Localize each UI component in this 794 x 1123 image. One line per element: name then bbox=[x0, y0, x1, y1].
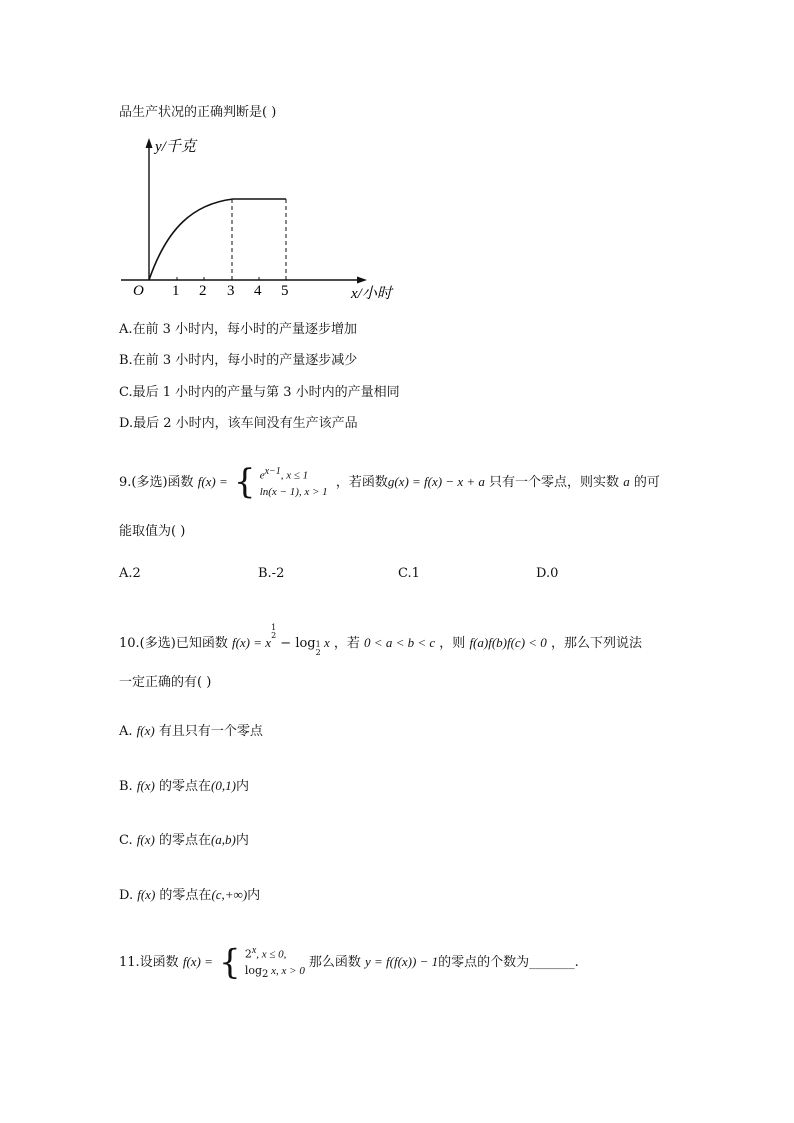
x-tick-3: 3 bbox=[227, 283, 235, 299]
q9-suffix: 只有一个零点，则实数 bbox=[489, 475, 620, 490]
y-axis-label: y/千克 bbox=[155, 139, 196, 155]
q8-option-d: D.最后 2 小时内，该车间没有生产该产品 bbox=[119, 416, 358, 431]
q9-option-b: B.-2 bbox=[258, 566, 285, 581]
q9-case1-cond: , x ≤ 1 bbox=[280, 469, 309, 482]
q11-piecewise: { 2$^x$, x ≤ 0, $\log_2 x$, x > 0 bbox=[219, 942, 305, 983]
q9-piecewise: { $e^{x-1}$, x ≤ 1 ln(x − 1), x > 1 bbox=[233, 462, 328, 503]
q9-line-2: 能取值为( ) bbox=[119, 524, 186, 539]
q9-a: a bbox=[623, 474, 630, 489]
q9-end: 的可 bbox=[633, 475, 660, 490]
q10-log-base: 1 2 bbox=[315, 640, 321, 657]
q11-yx: y = f(f(x)) − 1 bbox=[364, 953, 439, 969]
question-intro-line: 品生产状况的正确判断是( ) bbox=[119, 105, 277, 120]
q10-prod: f(a)f(b)f(c) < 0 bbox=[469, 635, 547, 650]
q11-answer-blank[interactable]: _______ bbox=[529, 954, 575, 970]
q11-mid: 那么函数 bbox=[308, 954, 361, 970]
q11-fx: f(x) = bbox=[182, 953, 213, 969]
q10-mid2: ，则 bbox=[439, 636, 466, 651]
q10-log-arg: x bbox=[320, 635, 330, 650]
production-curve bbox=[149, 199, 233, 280]
q10-exponent: 1 2 bbox=[271, 623, 277, 640]
q10-option-c: C. f(x) 的零点在(a,b)内 bbox=[119, 832, 249, 848]
q8-option-c: C.最后 1 小时内的产量与第 3 小时内的产量相同 bbox=[119, 385, 400, 400]
q9-line-1 bbox=[119, 464, 660, 501]
q11-line: 11.设函数 f(x) = { 2$^x$, x ≤ 0, $\log_2 x$, x > 0那么函数 y = f(f(x)) − 1的零点的个数为_______. bbox=[119, 942, 579, 983]
q10-line-2: 一定正确的有( ) bbox=[119, 675, 212, 690]
q10-option-d: D. f(x) 的零点在(c,+∞)内 bbox=[119, 887, 261, 903]
q10-minus-log: − log bbox=[276, 636, 316, 651]
q9-case1-exp: x−1 bbox=[264, 466, 281, 478]
q8-option-b: B.在前 3 小时内，每小时的产量逐步减少 bbox=[119, 353, 358, 368]
q9-option-d: D.0 bbox=[536, 566, 559, 581]
q8-option-a: A.在前 3 小时内，每小时的产量逐步增加 bbox=[119, 322, 358, 337]
q9-case2: ln(x − 1), x > 1 bbox=[259, 485, 328, 498]
x-tick-1: 1 bbox=[172, 283, 180, 299]
q11-suffix: 的零点的个数为 bbox=[438, 954, 530, 970]
q9-prefix: 9.(多选)函数 bbox=[119, 475, 194, 490]
q9-option-a: A.2 bbox=[119, 566, 141, 581]
q11-prefix: 11.设函数 bbox=[119, 954, 179, 970]
q9-gx: g(x) = f(x) − x + a bbox=[387, 474, 485, 489]
production-graph bbox=[115, 132, 415, 307]
q10-fx: f(x) = x bbox=[231, 635, 272, 650]
origin-label: O bbox=[133, 283, 144, 299]
q10-mid: ，若 bbox=[333, 636, 360, 651]
q10-option-a: A. f(x) 有且只有一个零点 bbox=[119, 723, 263, 739]
q10-option-b: B. f(x) 的零点在(0,1)内 bbox=[119, 778, 249, 794]
q9-fx: f(x) = bbox=[197, 474, 228, 489]
x-tick-5: 5 bbox=[281, 283, 289, 299]
q9-mid: ，若函数 bbox=[335, 475, 388, 490]
x-tick-2: 2 bbox=[199, 283, 207, 299]
q9-case1-base: e bbox=[259, 469, 265, 482]
x-axis-label: x/小时 bbox=[351, 286, 392, 302]
q10-line-1 bbox=[119, 624, 642, 657]
x-tick-4: 4 bbox=[254, 283, 262, 299]
q10-prefix: 10.(多选)已知函数 bbox=[119, 636, 228, 651]
q9-option-c: C.1 bbox=[398, 566, 420, 581]
q10-cond: 0 < a < b < c bbox=[364, 635, 436, 650]
q10-suffix: ，那么下列说法 bbox=[550, 636, 642, 651]
